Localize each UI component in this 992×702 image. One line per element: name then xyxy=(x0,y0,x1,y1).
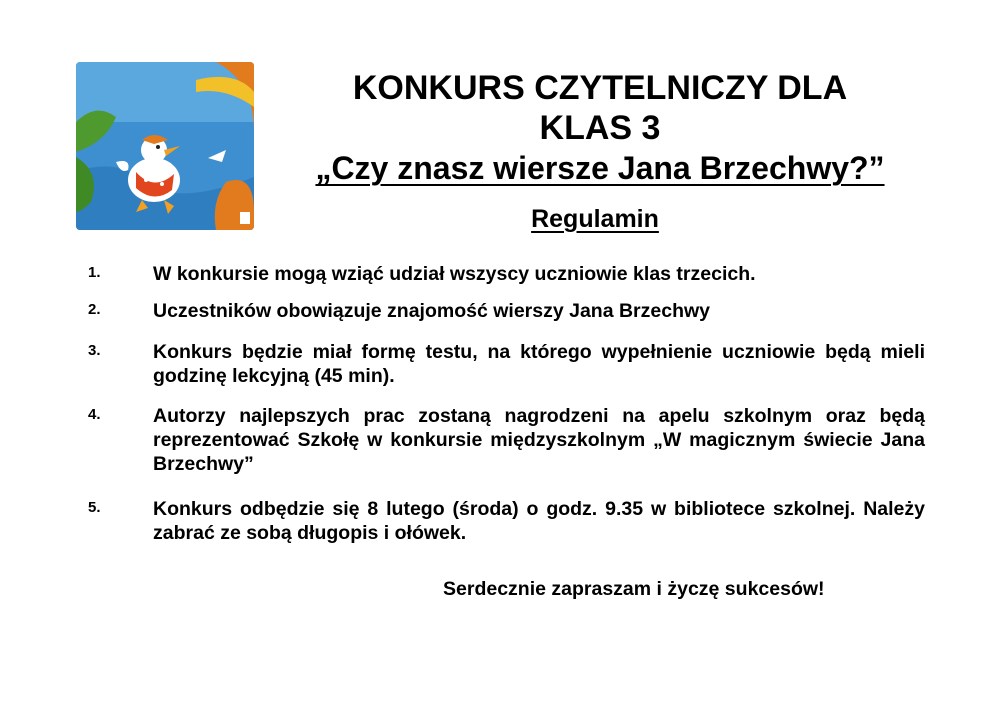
title-block xyxy=(270,68,930,188)
list-item-number: 3. xyxy=(88,342,101,359)
title-line-2: KLAS 3 xyxy=(539,109,661,147)
contest-subtitle: „Czy znasz wiersze Jana Brzechwy?” xyxy=(315,150,885,186)
title-line-1: KONKURS CZYTELNICZY DLA xyxy=(352,69,848,107)
list-item-text: Konkurs odbędzie się 8 lutego (środa) o godz. 9.35 w bibliotece szkolnej. Należy zabrać ze sobą długopis i ołówek. xyxy=(153,498,925,544)
book-cover-image xyxy=(76,62,254,230)
list-item-number: 2. xyxy=(88,301,101,318)
list-item-text: Uczestników obowiązuje znajomość wierszy Jana Brzechwy xyxy=(153,300,711,322)
list-item-text: Konkurs będzie miał formę testu, na którego wypełnienie uczniowie będą mieli godzinę lekcyjną (45 min). xyxy=(153,341,925,387)
closing-invitation: Serdecznie zapraszam i życzę sukcesów! xyxy=(443,578,825,600)
list-item-number: 1. xyxy=(88,264,101,281)
list-item-number: 4. xyxy=(88,406,101,423)
list-item-text: W konkursie mogą wziąć udział wszyscy uczniowie klas trzecich. xyxy=(153,263,756,285)
list-item-text: Autorzy najlepszych prac zostaną nagrodzeni na apelu szkolnym oraz będą reprezentować Szkołę w konkursie międzyszkolnym „W magicznym świecie Jana Brzechwy” xyxy=(153,405,925,475)
section-heading: Regulamin xyxy=(531,205,659,233)
list-item-number: 5. xyxy=(88,499,101,516)
